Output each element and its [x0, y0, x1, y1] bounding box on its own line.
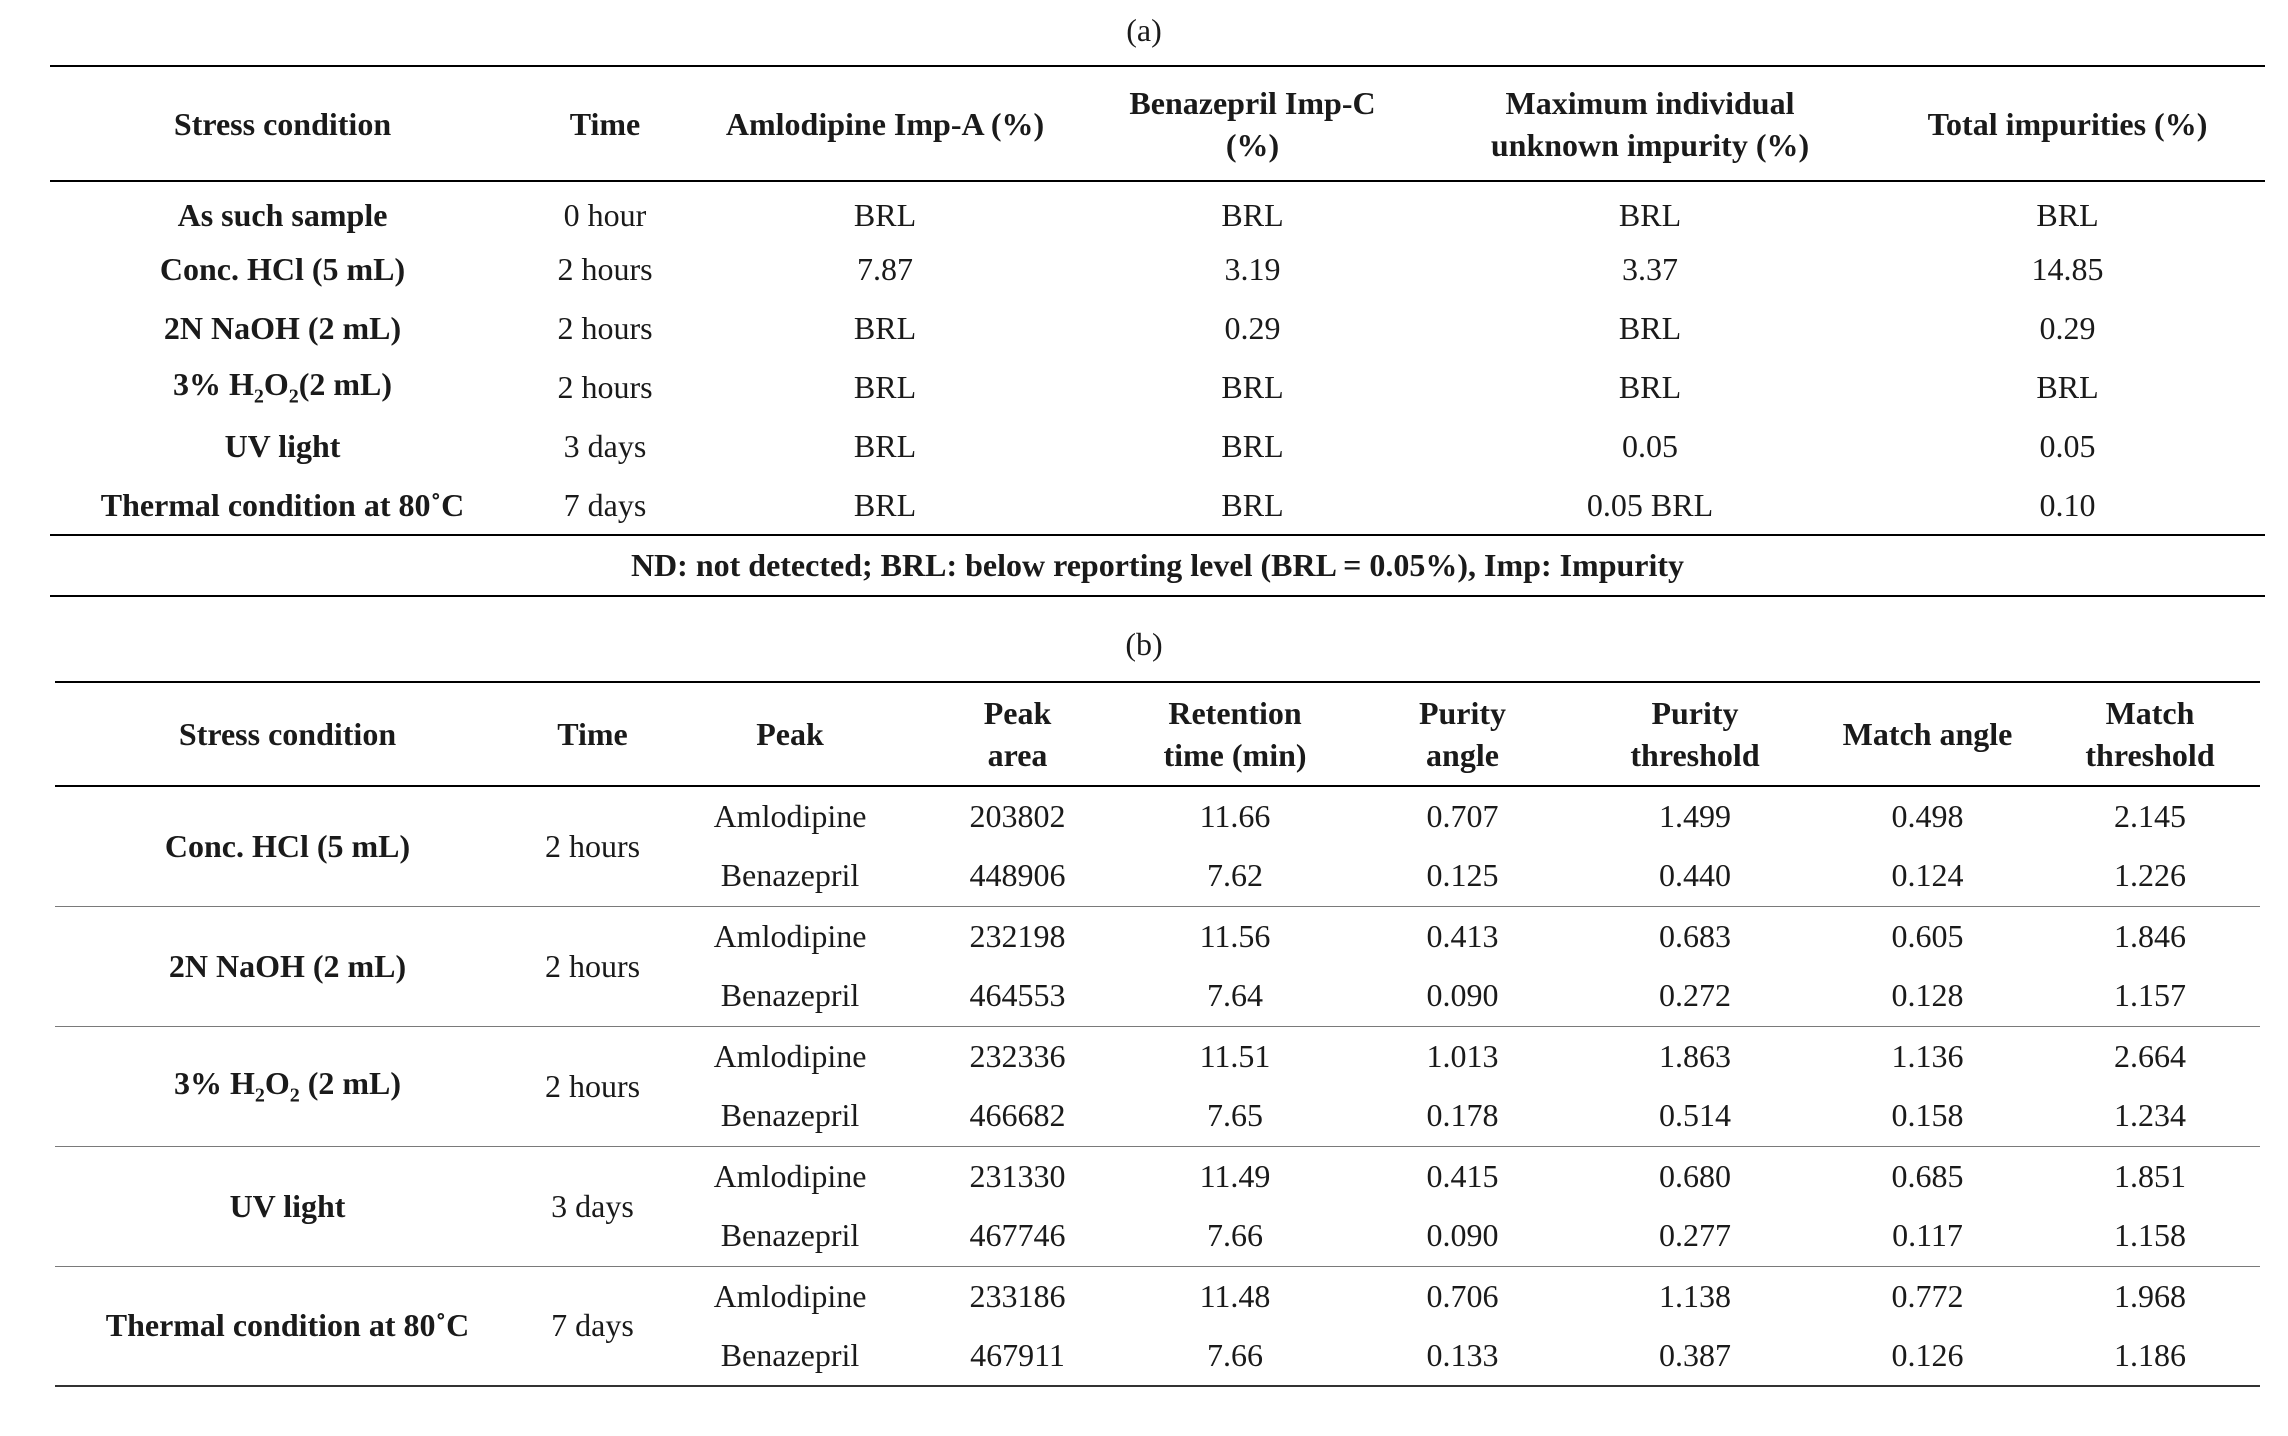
- match-threshold-cell: 1.968: [2114, 1277, 2186, 1314]
- condition-cell: [50, 358, 515, 417]
- peak-area-cell: 467746: [915, 1206, 1120, 1266]
- time-cell: 2 hours: [557, 251, 653, 287]
- match-threshold-cell: 2.145: [2114, 798, 2186, 834]
- header-max-unknown-impurity: Maximum individual unknown impurity (%): [1430, 66, 1870, 181]
- header-time: Time: [520, 682, 665, 786]
- purity-angle-cell: 0.178: [1350, 1086, 1575, 1146]
- peak-area-cell: 203802: [969, 798, 1066, 834]
- table-row: [55, 906, 2260, 966]
- table-row: [50, 417, 2265, 476]
- table-b-caption: (b): [1125, 626, 1163, 662]
- max-unknown-cell: 0.05 BRL: [1586, 486, 1714, 523]
- match-threshold-cell: 1.186: [2040, 1326, 2260, 1386]
- table-a-footnote-row: [50, 535, 2265, 596]
- peak-area-cell: 467911: [915, 1326, 1120, 1386]
- time-cell: 7 days: [520, 1266, 665, 1386]
- peak-cell: Benazepril: [665, 1206, 915, 1266]
- condition-cell: Conc. HCl (5 mL): [159, 251, 406, 287]
- retention-time-cell: 7.66: [1120, 1326, 1350, 1386]
- peak-area-cell: 233186: [969, 1277, 1066, 1314]
- match-angle-cell: 0.605: [1891, 917, 1964, 954]
- subscript: 2: [289, 1084, 300, 1107]
- retention-time-cell: 7.65: [1120, 1086, 1350, 1146]
- table-row: [50, 476, 2265, 535]
- table-footnote: ND: not detected; BRL: below reporting level (BRL = 0.05%), Imp: Impurity: [50, 535, 2265, 596]
- condition-text: 3% H: [172, 366, 254, 403]
- time-cell: 3 days: [520, 1146, 665, 1266]
- header-stress-condition: Stress condition: [50, 66, 515, 181]
- subscript: 2: [253, 385, 264, 408]
- benazepril-imp-c-cell: BRL: [1221, 428, 1284, 464]
- match-angle-cell: 0.685: [1891, 1157, 1964, 1194]
- purity-threshold-cell: 0.514: [1575, 1086, 1815, 1146]
- benazepril-imp-c-cell: BRL: [1221, 196, 1284, 233]
- retention-time-cell: 7.66: [1120, 1206, 1350, 1266]
- purity-angle-cell: 0.125: [1350, 846, 1575, 906]
- table-row: [50, 181, 2265, 240]
- max-unknown-cell: BRL: [1618, 369, 1682, 405]
- amlodipine-imp-a-cell: 7.87: [857, 251, 913, 287]
- purity-angle-cell: 0.706: [1426, 1277, 1499, 1314]
- peak-cell: Amlodipine: [713, 1277, 867, 1314]
- match-threshold-cell: 2.664: [2114, 1037, 2186, 1074]
- peak-cell: Amlodipine: [713, 1157, 867, 1194]
- purity-angle-cell: 1.013: [1426, 1037, 1499, 1074]
- table-row: [50, 358, 2265, 417]
- match-threshold-cell: 1.851: [2114, 1157, 2186, 1194]
- condition-text: O: [264, 1064, 290, 1101]
- purity-threshold-cell: 0.272: [1575, 966, 1815, 1026]
- retention-time-cell: 11.49: [1199, 1157, 1271, 1194]
- purity-angle-cell: 0.707: [1426, 798, 1499, 834]
- amlodipine-imp-a-cell: BRL: [853, 369, 917, 405]
- match-angle-cell: 0.772: [1891, 1277, 1964, 1314]
- purity-threshold-cell: 0.277: [1575, 1206, 1815, 1266]
- match-angle-cell: 1.136: [1891, 1037, 1964, 1074]
- header-peak-area: Peak area: [915, 682, 1120, 786]
- header-purity-threshold: Purity threshold: [1575, 682, 1815, 786]
- purity-threshold-cell: 0.387: [1575, 1326, 1815, 1386]
- purity-angle-cell: 0.090: [1350, 1206, 1575, 1266]
- table-row: [50, 299, 2265, 358]
- retention-time-cell: 11.66: [1199, 798, 1271, 834]
- time-cell: 3 days: [563, 428, 647, 464]
- forced-degradation-impurity-table: [50, 65, 2265, 597]
- subscript: 2: [254, 1084, 265, 1107]
- time-cell: 2 hours: [557, 369, 653, 405]
- match-threshold-cell: 1.157: [2040, 966, 2260, 1026]
- table-row: [55, 1266, 2260, 1326]
- condition-cell: UV light: [55, 1146, 520, 1266]
- match-angle-cell: 0.117: [1815, 1206, 2040, 1266]
- peak-cell: Amlodipine: [713, 1037, 867, 1074]
- table-row: [55, 1146, 2260, 1206]
- purity-threshold-cell: 0.683: [1659, 917, 1731, 954]
- peak-area-cell: 466682: [915, 1086, 1120, 1146]
- benazepril-imp-c-cell: 0.29: [1224, 310, 1281, 346]
- match-angle-cell: 0.128: [1815, 966, 2040, 1026]
- match-threshold-cell: 1.234: [2040, 1086, 2260, 1146]
- purity-angle-cell: 0.133: [1350, 1326, 1575, 1386]
- match-threshold-cell: 1.158: [2040, 1206, 2260, 1266]
- retention-time-cell: 11.56: [1199, 917, 1271, 954]
- benazepril-imp-c-cell: 3.19: [1224, 251, 1281, 287]
- time-cell: 2 hours: [520, 906, 665, 1026]
- header-match-threshold: Match threshold: [2040, 682, 2260, 786]
- condition-text: (2 mL): [298, 366, 393, 403]
- peak-area-cell: 232336: [969, 1037, 1066, 1074]
- purity-angle-cell: 0.413: [1426, 917, 1499, 954]
- total-impurities-cell: BRL: [2036, 196, 2099, 233]
- purity-threshold-cell: 1.863: [1659, 1037, 1731, 1074]
- retention-time-cell: 7.64: [1120, 966, 1350, 1026]
- table-a-caption: (a): [1126, 12, 1162, 48]
- peak-cell: Benazepril: [665, 1086, 915, 1146]
- peak-area-cell: 448906: [915, 846, 1120, 906]
- peak-purity-table: [55, 681, 2260, 1387]
- condition-cell: Thermal condition at 80˚C: [100, 486, 465, 523]
- condition-text: 3% H: [173, 1064, 255, 1101]
- amlodipine-imp-a-cell: BRL: [853, 428, 917, 464]
- retention-time-cell: 7.62: [1120, 846, 1350, 906]
- max-unknown-cell: BRL: [1618, 310, 1682, 346]
- peak-area-cell: 231330: [969, 1157, 1066, 1194]
- time-cell: 7 days: [563, 486, 647, 523]
- benazepril-imp-c-cell: BRL: [1221, 486, 1284, 523]
- amlodipine-imp-a-cell: BRL: [853, 196, 917, 233]
- total-impurities-cell: 0.05: [2039, 428, 2096, 464]
- condition-cell: Thermal condition at 80˚C: [55, 1266, 520, 1386]
- condition-cell: 2N NaOH (2 mL): [163, 310, 402, 346]
- match-angle-cell: 0.498: [1891, 798, 1964, 834]
- purity-threshold-cell: 1.499: [1659, 798, 1731, 834]
- table-row: [55, 786, 2260, 846]
- benazepril-imp-c-cell: BRL: [1221, 369, 1284, 405]
- time-cell: 0 hour: [563, 196, 647, 233]
- purity-threshold-cell: 0.440: [1575, 846, 1815, 906]
- amlodipine-imp-a-cell: BRL: [853, 310, 917, 346]
- peak-cell: Benazepril: [665, 966, 915, 1026]
- total-impurities-cell: 0.29: [2039, 310, 2096, 346]
- peak-cell: Amlodipine: [713, 798, 867, 834]
- match-threshold-cell: 1.846: [2114, 917, 2186, 954]
- peak-cell: Benazepril: [665, 846, 915, 906]
- header-purity-angle: Purity angle: [1350, 682, 1575, 786]
- condition-cell: [55, 1026, 520, 1146]
- max-unknown-cell: BRL: [1618, 196, 1682, 233]
- retention-time-cell: 11.51: [1199, 1037, 1271, 1074]
- retention-time-cell: 11.48: [1199, 1277, 1271, 1314]
- header-match-angle: Match angle: [1815, 682, 2040, 786]
- header-time: Time: [515, 66, 695, 181]
- match-threshold-cell: 1.226: [2040, 846, 2260, 906]
- max-unknown-cell: 0.05: [1622, 428, 1678, 464]
- time-cell: 2 hours: [520, 786, 665, 906]
- condition-cell: Conc. HCl (5 mL): [55, 786, 520, 906]
- condition-cell: 2N NaOH (2 mL): [55, 906, 520, 1026]
- purity-threshold-cell: 1.138: [1659, 1277, 1731, 1314]
- match-angle-cell: 0.158: [1815, 1086, 2040, 1146]
- match-angle-cell: 0.124: [1815, 846, 2040, 906]
- purity-angle-cell: 0.415: [1426, 1157, 1499, 1194]
- peak-area-cell: 464553: [915, 966, 1120, 1026]
- header-benazepril-imp-c: Benazepril Imp-C (%): [1075, 66, 1430, 181]
- header-stress-condition: Stress condition: [55, 682, 520, 786]
- time-cell: 2 hours: [557, 310, 653, 346]
- condition-cell: As such sample: [177, 196, 388, 233]
- total-impurities-cell: BRL: [2036, 369, 2099, 405]
- peak-area-cell: 232198: [969, 917, 1066, 954]
- table-b-header-row: [55, 682, 2260, 786]
- total-impurities-cell: 14.85: [2031, 251, 2104, 287]
- header-total-impurities: Total impurities (%): [1870, 66, 2265, 181]
- table-a-header-row: [50, 66, 2265, 181]
- peak-cell: Amlodipine: [713, 917, 867, 954]
- condition-text: (2 mL): [299, 1064, 402, 1101]
- table-row: [50, 240, 2265, 299]
- subscript: 2: [288, 385, 299, 408]
- max-unknown-cell: 3.37: [1622, 251, 1678, 287]
- header-retention-time: Retention time (min): [1120, 682, 1350, 786]
- purity-angle-cell: 0.090: [1350, 966, 1575, 1026]
- table-row: [55, 1026, 2260, 1086]
- header-peak: Peak: [665, 682, 915, 786]
- condition-text: O: [263, 366, 289, 403]
- time-cell: 2 hours: [520, 1026, 665, 1146]
- header-amlodipine-imp-a: Amlodipine Imp-A (%): [695, 66, 1075, 181]
- purity-threshold-cell: 0.680: [1659, 1157, 1731, 1194]
- condition-cell: UV light: [224, 428, 341, 464]
- total-impurities-cell: 0.10: [2039, 486, 2096, 523]
- match-angle-cell: 0.126: [1815, 1326, 2040, 1386]
- peak-cell: Benazepril: [665, 1326, 915, 1386]
- amlodipine-imp-a-cell: BRL: [853, 486, 917, 523]
